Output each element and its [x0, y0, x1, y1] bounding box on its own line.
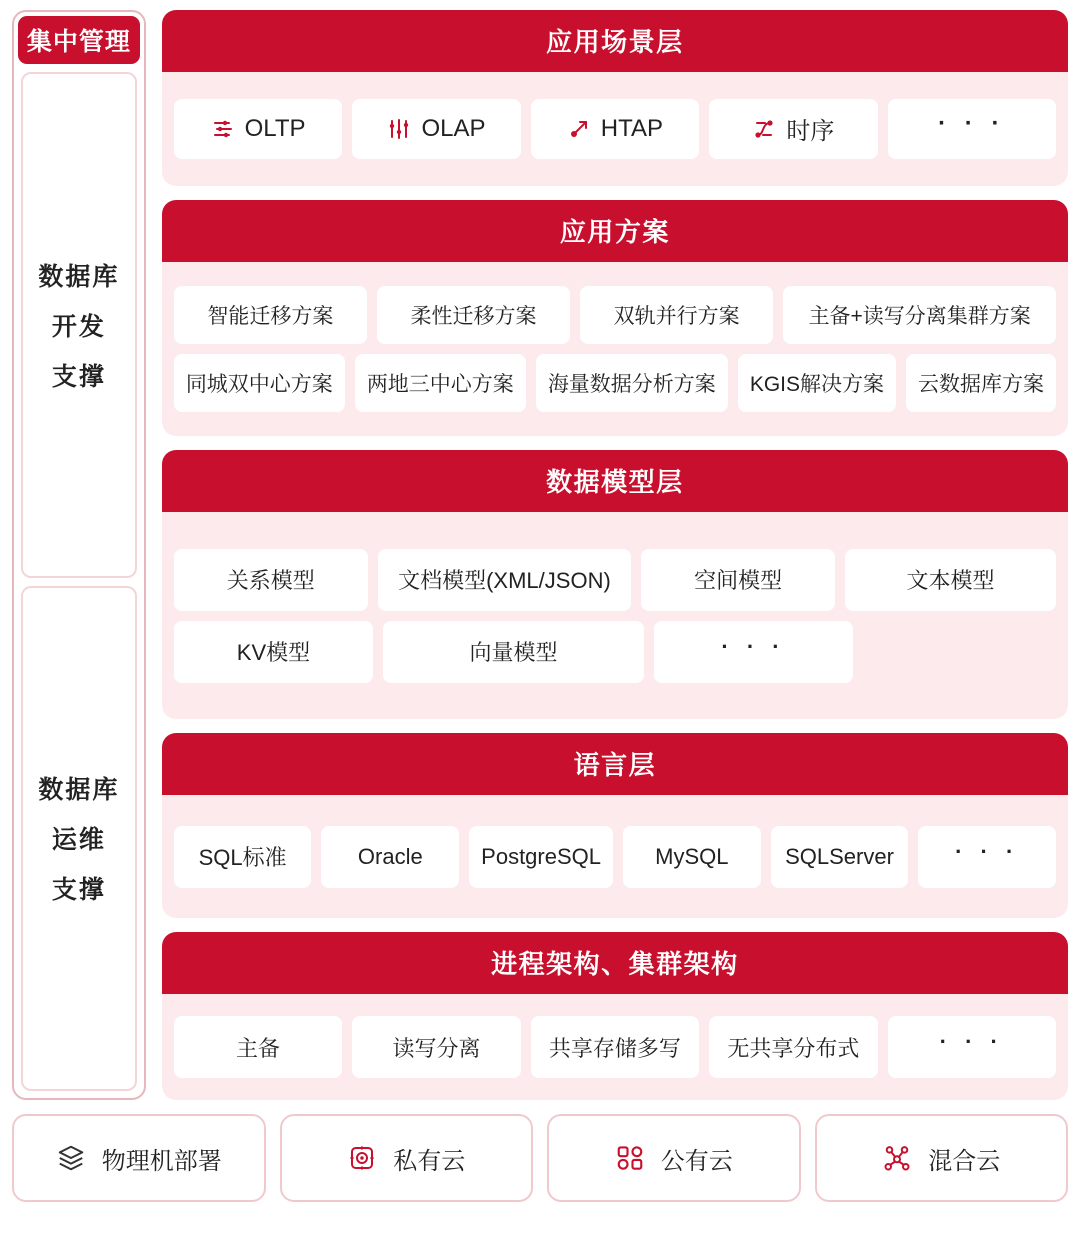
model-row-2: [174, 621, 1056, 683]
layer-application-scenario: [162, 10, 1068, 186]
hybrid-cloud-icon: [882, 1143, 912, 1173]
chip-label: OLAP: [421, 114, 486, 142]
sidebar-ops-line-1: 数据库: [38, 776, 120, 805]
chip-htap[interactable]: [531, 99, 699, 159]
deployment-card-hybrid-cloud[interactable]: [815, 1114, 1069, 1202]
chip-kgis-solution[interactable]: KGIS解决方案: [738, 354, 896, 412]
chip-architecture-more[interactable]: · · ·: [888, 1016, 1056, 1078]
layer-title-process-cluster-architecture: 进程架构、集群架构: [162, 932, 1068, 994]
chip-dual-track-parallel[interactable]: 双轨并行方案: [580, 286, 773, 344]
layer-stack: [162, 10, 1068, 1100]
layer-process-cluster-architecture: [162, 932, 1068, 1100]
deployment-label: 私有云: [393, 1147, 466, 1175]
deployment-label: 物理机部署: [101, 1147, 222, 1175]
layer-title-data-model: 数据模型层: [162, 450, 1068, 512]
chip-olap[interactable]: [352, 99, 520, 159]
solution-row-1: [174, 286, 1056, 344]
layer-language: [162, 733, 1068, 918]
olap-icon: [387, 117, 411, 141]
chip-kv-model[interactable]: KV模型: [174, 621, 373, 683]
sidebar-dev-line-2: 开发: [51, 312, 106, 341]
diagram-upper-section: [12, 10, 1068, 1100]
chip-label: OLTP: [244, 114, 306, 142]
chip-timeseries[interactable]: [709, 99, 877, 159]
centralized-management-sidebar: [12, 10, 146, 1100]
sidebar-dev-line-3: 支撑: [51, 362, 106, 391]
deployment-label: 混合云: [928, 1147, 1001, 1175]
chip-flexible-migration[interactable]: 柔性迁移方案: [377, 286, 570, 344]
chip-vector-model[interactable]: 向量模型: [383, 621, 644, 683]
scenario-row: [174, 99, 1056, 159]
chip-relational-model[interactable]: 关系模型: [174, 549, 368, 611]
chip-shared-nothing-distributed[interactable]: 无共享分布式: [709, 1016, 877, 1078]
chip-postgresql[interactable]: PostgreSQL: [469, 826, 613, 888]
oltp-icon: [211, 117, 235, 141]
chip-two-site-three-center[interactable]: 两地三中心方案: [355, 354, 526, 412]
chip-model-more[interactable]: · · ·: [654, 621, 853, 683]
chip-sql-standard[interactable]: SQL标准: [174, 826, 312, 888]
language-row: [174, 826, 1056, 888]
deployment-card-public-cloud[interactable]: [547, 1114, 801, 1202]
architecture-row: [174, 1016, 1056, 1078]
solution-row-2: [174, 354, 1056, 412]
chip-shared-storage-multi-write[interactable]: 共享存储多写: [531, 1016, 699, 1078]
chip-sqlserver[interactable]: SQLServer: [771, 826, 909, 888]
sidebar-ops-line-2: 运维: [51, 826, 106, 855]
chip-cloud-database-solution[interactable]: 云数据库方案: [906, 354, 1056, 412]
sidebar-item-database-development[interactable]: [21, 72, 137, 578]
timeseries-icon: [752, 117, 776, 141]
chip-primary-standby-rw-split-cluster[interactable]: 主备+读写分离集群方案: [783, 286, 1056, 344]
layer-title-application-scenario: 应用场景层: [162, 10, 1068, 72]
chip-massive-data-analytics[interactable]: 海量数据分析方案: [536, 354, 728, 412]
model-row-1: [174, 549, 1056, 611]
chip-smart-migration[interactable]: 智能迁移方案: [174, 286, 367, 344]
htap-icon: [567, 117, 591, 141]
layer-title-application-solution: 应用方案: [162, 200, 1068, 262]
deployment-options-row: [12, 1114, 1068, 1202]
private-cloud-icon: [347, 1143, 377, 1173]
deployment-card-physical-machine[interactable]: [12, 1114, 266, 1202]
chip-language-more[interactable]: · · ·: [918, 826, 1056, 888]
layer-title-language: 语言层: [162, 733, 1068, 795]
sidebar-dev-line-1: 数据库: [38, 262, 120, 291]
deployment-label: 公有云: [660, 1147, 733, 1175]
sidebar-ops-line-3: 支撑: [51, 876, 106, 905]
chip-label: HTAP: [600, 114, 664, 142]
server-stack-icon: [56, 1143, 86, 1173]
chip-same-city-dual-center[interactable]: 同城双中心方案: [174, 354, 345, 412]
public-cloud-icon: [615, 1143, 645, 1173]
sidebar-title: 集中管理: [18, 16, 140, 64]
chip-text-model[interactable]: 文本模型: [845, 549, 1056, 611]
chip-spatial-model[interactable]: 空间模型: [641, 549, 835, 611]
chip-primary-standby[interactable]: 主备: [174, 1016, 342, 1078]
deployment-card-private-cloud[interactable]: [280, 1114, 534, 1202]
chip-label: 时序: [786, 118, 835, 146]
layer-application-solution: [162, 200, 1068, 437]
chip-document-model[interactable]: 文档模型(XML/JSON): [378, 549, 631, 611]
chip-oltp[interactable]: [174, 99, 342, 159]
sidebar-item-database-operations[interactable]: [21, 586, 137, 1092]
chip-scenario-more[interactable]: · · ·: [888, 99, 1056, 159]
chip-oracle[interactable]: Oracle: [321, 826, 459, 888]
chip-read-write-split[interactable]: 读写分离: [352, 1016, 520, 1078]
chip-mysql[interactable]: MySQL: [623, 826, 761, 888]
model-row-spacer: [863, 621, 1056, 683]
layer-data-model: [162, 450, 1068, 718]
